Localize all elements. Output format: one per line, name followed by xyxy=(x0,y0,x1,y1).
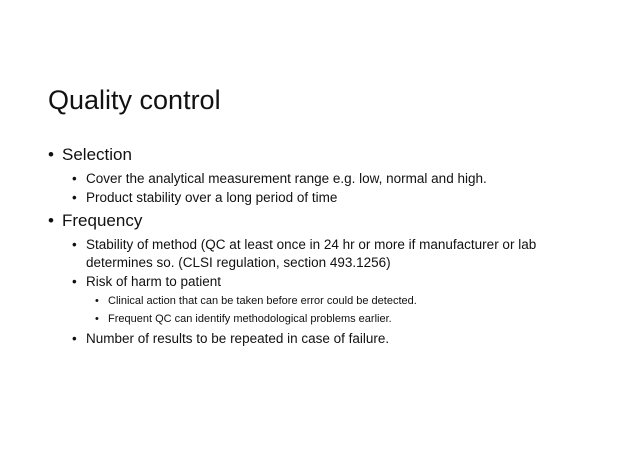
bullet-text: Clinical action that can be taken before error could be detected. xyxy=(108,295,417,307)
bullet-text: Product stability over a long period of time xyxy=(86,190,338,205)
bullet-dot: • xyxy=(72,171,77,186)
bullet-text: Cover the analytical measurement range e.g. low, normal and high. xyxy=(86,171,487,186)
bullet-text: Number of results to be repeated in case of failure. xyxy=(86,331,390,346)
bullet-dot: • xyxy=(72,237,77,252)
bullet-text: Risk of harm to patient xyxy=(86,274,222,289)
bullet-text: Frequent QC can identify methodological problems earlier. xyxy=(108,313,392,325)
bullet-dot: • xyxy=(48,211,54,230)
bullet-text-line2: determines so. (CLSI regulation, section 493.1256) xyxy=(86,255,391,270)
bullet-dot: • xyxy=(95,313,99,325)
bullet-dot: • xyxy=(72,190,77,205)
bullet-dot: • xyxy=(72,274,77,289)
bullet-dot: • xyxy=(95,295,99,307)
slide-title: Quality control xyxy=(48,85,221,115)
bullet-text-line1: Stability of method (QC at least once in 24 hr or more if manufacturer or lab xyxy=(86,237,537,252)
bullet-text: Selection xyxy=(62,145,132,164)
bullet-text: Frequency xyxy=(62,211,143,230)
bullet-dot: • xyxy=(72,331,77,346)
bullet-dot: • xyxy=(48,145,54,164)
